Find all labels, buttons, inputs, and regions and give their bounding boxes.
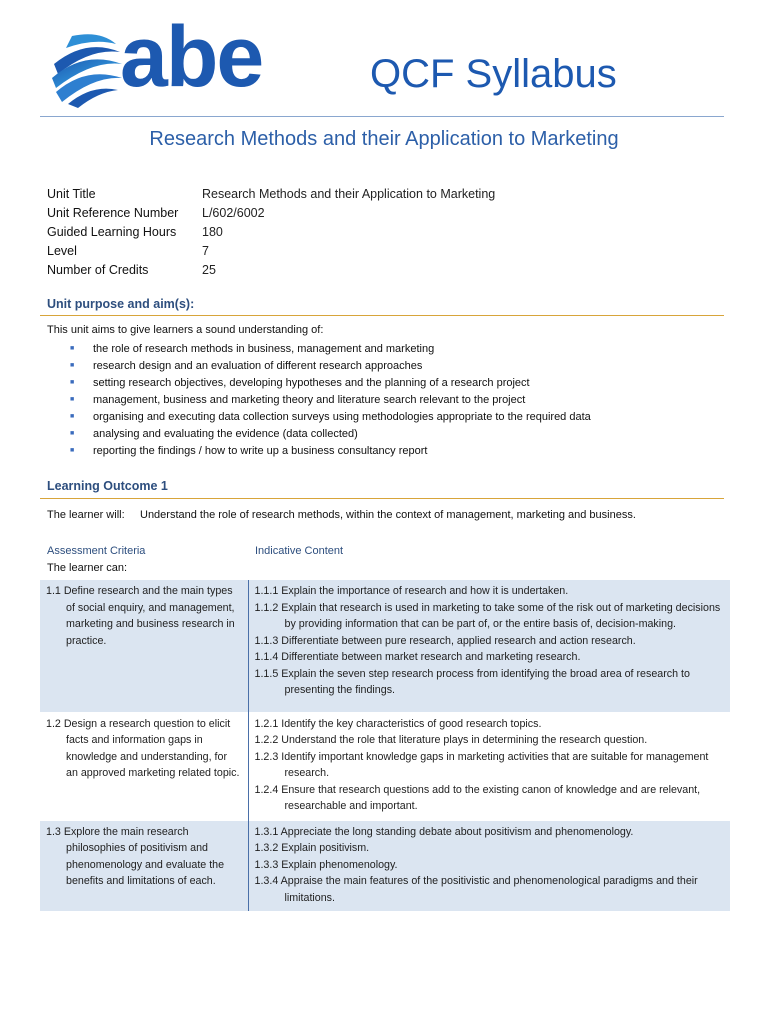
list-item [70, 442, 591, 459]
content-item: 1.1.5 Explain the seven step research process from identifying the broad area of research to presenting the findings. [254, 667, 690, 696]
indicative-content-header: Indicative Content [255, 545, 344, 557]
content-item: 1.1.1 Explain the importance of research and how it is undertaken. [254, 585, 569, 597]
list-item [70, 391, 591, 408]
purpose-intro: This unit aims to give learners a sound understanding of: [47, 324, 324, 336]
bullet-text: organising and executing data collection surveys using methodologies appropriate to the required data [93, 410, 591, 423]
list-item [70, 408, 591, 425]
square-bullet-icon: ■ [70, 362, 75, 369]
square-bullet-icon: ■ [70, 430, 75, 437]
criteria-table [40, 580, 730, 911]
meta-value: 25 [202, 262, 216, 277]
learner-will-text: Understand the role of research methods, within the context of management, marketing and business. [140, 509, 636, 521]
meta-row [47, 222, 495, 241]
header-divider [40, 116, 724, 117]
meta-key: Number of Credits [47, 262, 149, 277]
content-item: 1.3.3 Explain phenomenology. [254, 858, 398, 871]
purpose-divider [40, 315, 724, 316]
content-item: 1.2.4 Ensure that research questions add to the existing canon of knowledge and are relevant, researchable and important. [254, 783, 701, 812]
assessment-criteria-header: Assessment Criteria [47, 545, 146, 557]
meta-row [47, 203, 495, 222]
meta-row [47, 260, 495, 279]
meta-row [47, 184, 495, 203]
learner-will-line [47, 509, 636, 521]
meta-key: Level [47, 243, 77, 258]
bullet-text: management, business and marketing theory and literature search relevant to the project [93, 393, 526, 406]
qcf-syllabus-badge: QCF Syllabus [370, 52, 617, 96]
content-item: 1.3.4 Appraise the main features of the positivistic and phenomenological paradigms and their limitations. [254, 875, 698, 904]
content-item: 1.1.4 Differentiate between market research and marketing research. [254, 651, 581, 663]
square-bullet-icon: ■ [70, 396, 75, 403]
meta-value: Research Methods and their Application to Marketing [202, 186, 496, 201]
meta-row [47, 241, 495, 260]
outcome-heading: Learning Outcome 1 [47, 479, 168, 493]
criterion-cell [40, 580, 248, 712]
square-bullet-icon: ■ [70, 447, 75, 454]
abe-logo-text: abe [120, 9, 263, 105]
bullet-text: analysing and evaluating the evidence (data collected) [93, 427, 358, 440]
list-item [70, 357, 591, 374]
meta-value: 180 [202, 224, 223, 239]
content-item: 1.2.3 Identify important knowledge gaps in marketing activities that are suitable for management research. [254, 750, 709, 779]
meta-value: 7 [202, 243, 209, 258]
bullet-text: reporting the findings / how to write up a business consultancy report [93, 444, 428, 457]
criterion-text: 1.1 Define research and the main types of social enquiry, and management, marketing and business research in practice. [46, 585, 235, 647]
table-row [40, 820, 730, 911]
list-item [70, 425, 591, 442]
content-item: 1.2.2 Understand the role that literature plays in determining the research question. [254, 734, 648, 746]
content-item: 1.3.1 Appreciate the long standing debate about positivism and phenomenology. [254, 825, 634, 838]
square-bullet-icon: ■ [70, 379, 75, 386]
content-cell [248, 580, 730, 712]
learner-will-label: The learner will: [47, 509, 125, 521]
learner-can-label: The learner can: [47, 562, 128, 574]
purpose-heading: Unit purpose and aim(s): [47, 297, 195, 311]
content-item: 1.2.1 Identify the key characteristics of good research topics. [254, 717, 542, 730]
square-bullet-icon: ■ [70, 345, 75, 352]
content-item: 1.3.2 Explain positivism. [254, 842, 370, 854]
criterion-text: 1.3 Explore the main research philosophies of positivism and phenomenology and evaluate the benefits and limitations of each. [46, 825, 225, 887]
page-header [40, 9, 728, 118]
criterion-text: 1.2 Design a research question to elicit facts and information gaps in knowledge and understanding, for an approved marketing related topic. [46, 717, 240, 779]
unit-meta-table [47, 184, 495, 279]
table-row [40, 712, 730, 820]
bullet-text: research design and an evaluation of different research approaches [93, 359, 423, 372]
table-row [40, 580, 730, 712]
bullet-text: the role of research methods in business, management and marketing [93, 342, 435, 355]
content-item: 1.1.2 Explain that research is used in marketing to take some of the risk out of marketing decisions by providing information that can be part of, or the entire basis of, decision-making. [254, 601, 721, 630]
criterion-cell [40, 820, 248, 911]
meta-key: Unit Reference Number [47, 205, 179, 220]
square-bullet-icon: ■ [70, 413, 75, 420]
page-title: Research Methods and their Application to Marketing [149, 128, 619, 150]
meta-key: Unit Title [47, 186, 96, 201]
content-cell [248, 820, 730, 911]
meta-value: L/602/6002 [202, 205, 265, 220]
content-cell [248, 712, 730, 820]
list-item [70, 374, 591, 391]
criterion-cell [40, 712, 248, 820]
meta-key: Guided Learning Hours [47, 224, 177, 239]
outcome-divider [40, 498, 724, 499]
bullet-text: setting research objectives, developing hypotheses and the planning of a research project [93, 376, 530, 389]
purpose-bullet-list [70, 340, 591, 459]
list-item [70, 340, 591, 357]
content-item: 1.1.3 Differentiate between pure research, applied research and action research. [254, 634, 636, 647]
